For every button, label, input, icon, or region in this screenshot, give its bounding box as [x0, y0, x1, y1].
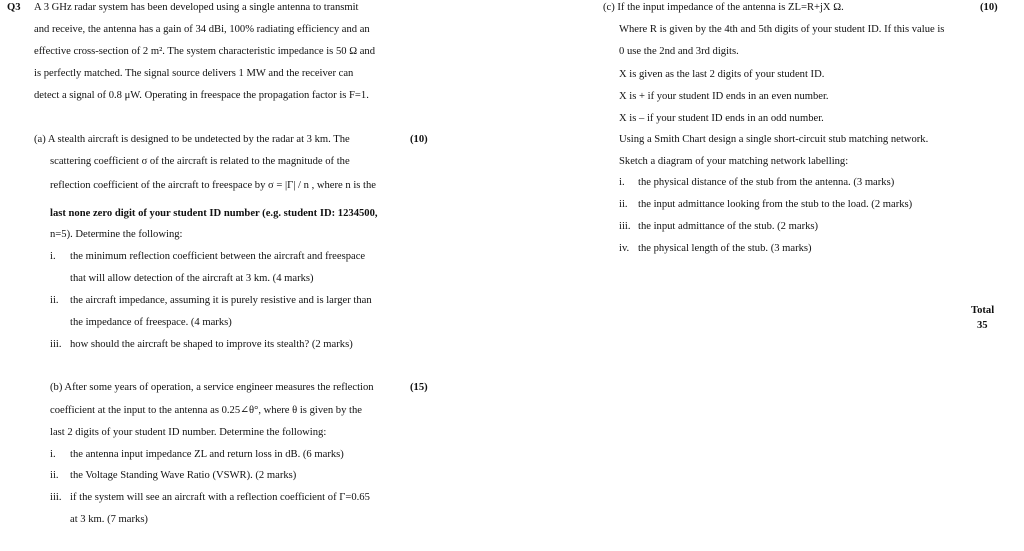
part-c-item-text: the physical length of the stub. (3 marks)	[638, 243, 812, 254]
part-b-item-number: iii.	[50, 492, 62, 503]
part-c-line: Using a Smith Chart design a single short-circuit stub matching network.	[619, 134, 929, 145]
part-b-line: (b) After some years of operation, a service engineer measures the reflection	[50, 382, 374, 393]
part-c-line: X is – if your student ID ends in an odd number.	[619, 113, 824, 124]
part-c-line: Sketch a diagram of your matching network labelling:	[619, 156, 849, 167]
part-c-item-number: iii.	[619, 221, 631, 232]
total-label: Total	[971, 305, 995, 316]
part-a-item-number: ii.	[50, 295, 59, 306]
part-c-item-number: ii.	[619, 199, 628, 210]
part-a-item-line: how should the aircraft be shaped to improve its stealth? (2 marks)	[70, 339, 353, 350]
part-a-line: scattering coefficient σ of the aircraft is related to the magnitude of the	[50, 156, 350, 167]
part-a-line: (a) A stealth aircraft is designed to be undetected by the radar at 3 km. The	[34, 134, 350, 145]
part-b-item-line: at 3 km. (7 marks)	[70, 514, 148, 525]
part-c-line: 0 use the 2nd and 3rd digits.	[619, 46, 739, 57]
part-a-item-line: the minimum reflection coefficient between the aircraft and freespace	[70, 251, 366, 262]
part-a-item-line: the aircraft impedance, assuming it is purely resistive and is larger than	[70, 295, 372, 306]
part-b-line: coefficient at the input to the antenna as 0.25∠θ°, where θ is given by the	[50, 405, 362, 416]
part-c-item-text: the physical distance of the stub from the antenna. (3 marks)	[638, 177, 895, 188]
part-b-item-line: the Voltage Standing Wave Ratio (VSWR). (2 marks)	[70, 470, 297, 481]
part-c-line: Where R is given by the 4th and 5th digits of your student ID. If this value is	[619, 24, 945, 35]
part-c-item-number: i.	[619, 177, 625, 188]
part-c-line: X is + if your student ID ends in an even number.	[619, 91, 829, 102]
part-b-item-line: if the system will see an aircraft with a reflection coefficient of Γ=0.65	[70, 492, 370, 503]
part-a-item-line: that will allow detection of the aircraft at 3 km. (4 marks)	[70, 273, 314, 284]
intro-line: detect a signal of 0.8 μW. Operating in freespace the propagation factor is F=1.	[34, 90, 369, 101]
part-a-line: n=5). Determine the following:	[50, 229, 183, 240]
part-b-item-number: i.	[50, 449, 56, 460]
part-b-item-number: ii.	[50, 470, 59, 481]
part-a-line: last none zero digit of your student ID number (e.g. student ID: 1234500,	[50, 208, 378, 219]
part-c-item-text: the input admittance of the stub. (2 marks)	[638, 221, 819, 232]
part-c-marks: (10)	[980, 2, 998, 13]
part-a-line: reflection coefficient of the aircraft to freespace by σ = |Γ| / n , where n is the	[50, 180, 376, 191]
part-a-item-number: iii.	[50, 339, 62, 350]
intro-line: and receive, the antenna has a gain of 34 dBi, 100% radiating efficiency and an	[34, 24, 370, 35]
part-a-item-number: i.	[50, 251, 56, 262]
total-value: 35	[977, 320, 988, 331]
part-b-line: last 2 digits of your student ID number. Determine the following:	[50, 427, 327, 438]
part-b-marks: (15)	[410, 382, 428, 393]
part-a-marks: (10)	[410, 134, 428, 145]
intro-line: is perfectly matched. The signal source delivers 1 MW and the receiver can	[34, 68, 354, 79]
part-c-line: X is given as the last 2 digits of your student ID.	[619, 69, 825, 80]
question-number: Q3	[7, 2, 21, 13]
part-a-item-line: the impedance of freespace. (4 marks)	[70, 317, 232, 328]
intro-line: effective cross-section of 2 m². The system characteristic impedance is 50 Ω and	[34, 46, 376, 57]
intro-line: A 3 GHz radar system has been developed using a single antenna to transmit	[34, 2, 359, 13]
part-c-item-number: iv.	[619, 243, 630, 254]
part-c-line: (c) If the input impedance of the antenna is ZL=R+jX Ω.	[603, 2, 844, 13]
part-c-item-text: the input admittance looking from the stub to the load. (2 marks)	[638, 199, 913, 210]
part-b-item-line: the antenna input impedance ZL and return loss in dB. (6 marks)	[70, 449, 344, 460]
